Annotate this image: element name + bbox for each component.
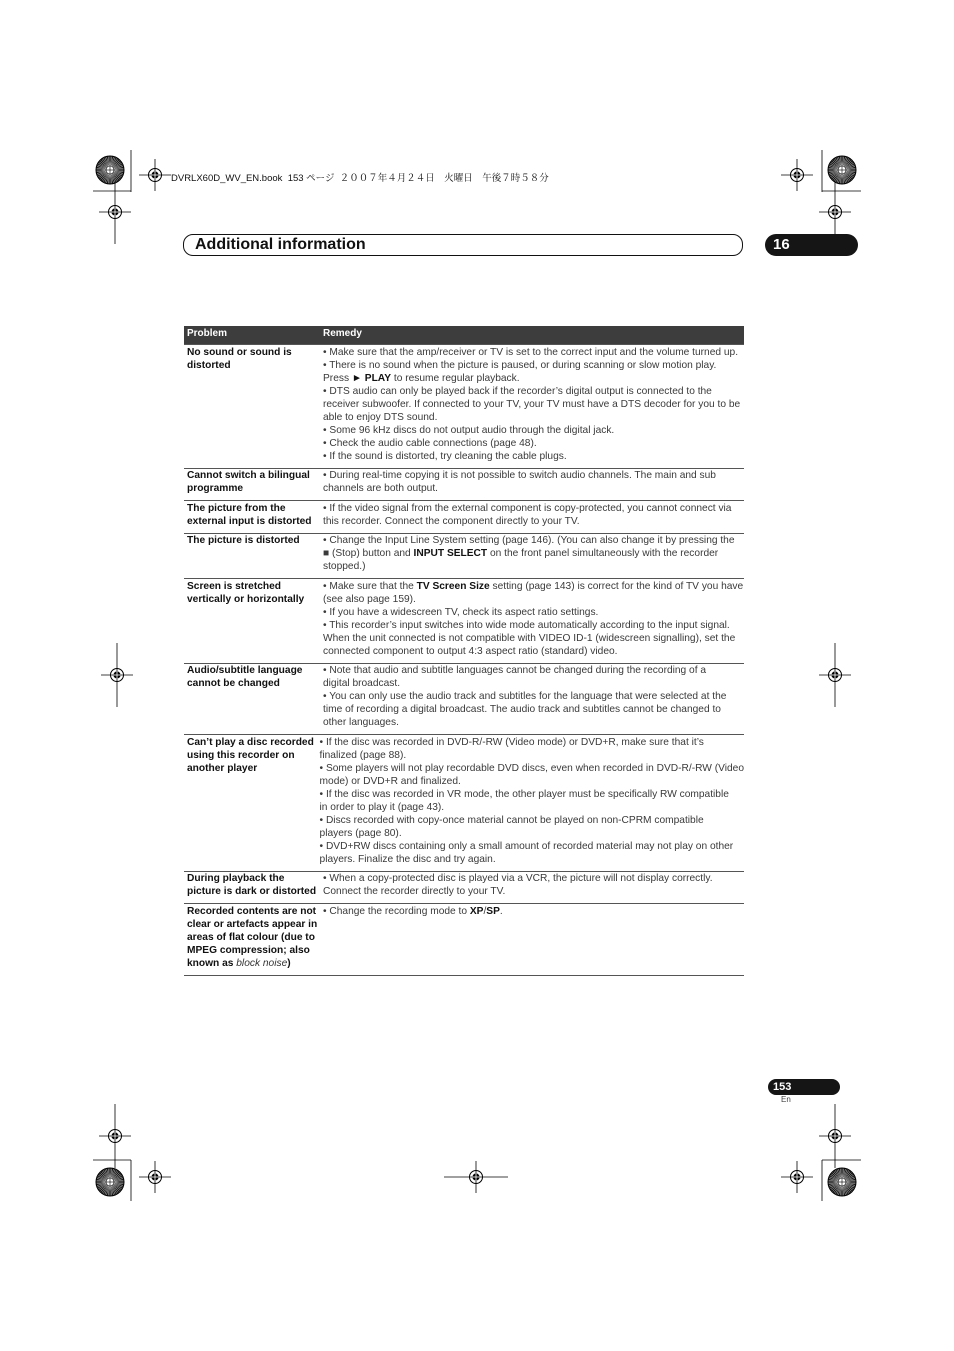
emphasis-text: TV Screen Size — [416, 580, 490, 592]
table-row — [184, 871, 744, 904]
problem-line: Recorded contents are not — [187, 905, 317, 917]
remedy-line: in order to play it (page 43). — [319, 801, 445, 813]
page-number: 153 — [773, 1081, 792, 1093]
remedy-cell — [320, 534, 744, 573]
problem-line: cannot be changed — [187, 678, 280, 689]
text-segment: on the front panel simultaneously with the recorder — [487, 548, 719, 559]
problem-cell — [184, 534, 320, 573]
remedy-cell — [320, 469, 744, 495]
remedy-line: • Discs recorded with copy-once material cannot be played on non-CPRM compatible — [319, 814, 704, 826]
text-segment: known as — [187, 957, 237, 969]
remedy-line: • If the disc was recorded in VR mode, the other player must be specifically RW compatible — [319, 788, 729, 800]
remedy-line: • This recorder’s input switches into wide mode automatically according to the input signal. — [323, 619, 730, 631]
remedy-line: • Some players will not play recordable DVD discs, even when recorded in DVD-R/-RW (Video — [319, 762, 744, 774]
remedy-line: other languages. — [323, 717, 399, 728]
remedy-line: finalized (page 88). — [319, 749, 407, 761]
remedy-cell — [320, 905, 744, 970]
remedy-line: • During real-time copying it is not possible to switch audio channels. The main and sub — [323, 470, 716, 481]
remedy-line: digital broadcast. — [323, 678, 401, 689]
problem-cell — [184, 905, 320, 970]
problem-line: picture is dark or distorted — [187, 886, 317, 897]
remedy-cell — [320, 502, 744, 528]
remedy-line — [323, 580, 744, 593]
problem-line: The picture is distorted — [187, 535, 300, 546]
problem-line: vertically or horizontally — [187, 593, 305, 605]
remedy-cell — [317, 736, 744, 866]
remedy-cell — [320, 872, 744, 898]
registration-sunburst — [828, 1168, 856, 1196]
remedy-line: able to enjoy DTS sound. — [323, 411, 438, 423]
table-row — [184, 500, 744, 533]
registration-mark — [139, 159, 171, 191]
text-segment: • Make sure that the — [323, 580, 417, 592]
text-segment: setting (page 143) is correct for the kind of TV you have — [489, 580, 744, 592]
remedy-line: • Check the audio cable connections (page 48). — [323, 437, 537, 449]
remedy-line: connected component to output 4:3 aspect ratio (standard) video. — [323, 645, 618, 657]
remedy-line: • When a copy-protected disc is played via a VCR, the picture will not display correctly. — [323, 873, 713, 884]
emphasis-text: ► PLAY — [351, 372, 392, 384]
remedy-line: stopped.) — [323, 561, 366, 572]
remedy-line: mode) or DVD+R and finalized. — [319, 775, 461, 787]
registration-mark — [139, 1161, 171, 1193]
remedy-line: channels are both output. — [323, 483, 438, 494]
remedy-line: players (page 80). — [319, 827, 402, 839]
section-title-bar — [183, 234, 743, 256]
remedy-line: players. Finalize the disc and try again. — [319, 853, 496, 865]
remedy-line: • You can only use the audio track and subtitles for the language that were selected at the — [323, 691, 727, 702]
problem-cell — [184, 469, 320, 495]
table-body — [184, 344, 744, 976]
remedy-line: • DTS audio can only be played back if the recorder’s digital output is connected to the — [323, 385, 712, 397]
problem-line: Can’t play a disc recorded — [187, 736, 314, 748]
remedy-cell — [320, 664, 744, 729]
problem-cell — [184, 580, 320, 658]
registration-mark — [819, 1104, 851, 1168]
registration-mark — [99, 1104, 131, 1168]
problem-line: MPEG compression; also — [187, 944, 310, 956]
remedy-line: • Note that audio and subtitle languages cannot be changed during the recording of a — [323, 665, 707, 676]
problem-line: programme — [187, 483, 244, 494]
problem-cell — [184, 664, 320, 729]
remedy-line: • DVD+RW discs containing only a small amount of recorded material may not play on other — [319, 840, 734, 852]
file-slug: DVRLX60D_WV_EN.book 153 ページ ２００７年４月２４日 火曜日 午後７時５８分 — [171, 173, 549, 184]
registration-mark — [819, 643, 851, 707]
text-segment: . — [499, 905, 503, 917]
registration-mark — [101, 643, 133, 707]
remedy-line: receiver subwoofer. If connected to your TV, your TV must have a DTS decoder for you to be — [323, 398, 741, 410]
table-row — [184, 903, 744, 976]
problem-line: clear or artefacts appear in — [187, 918, 318, 930]
table-row — [184, 533, 744, 579]
remedy-line: • If the disc was recorded in DVD-R/-RW (Video mode) or DVD+R, make sure that it’s — [319, 736, 704, 748]
registration-mark — [781, 159, 813, 191]
column-header-problem: Problem — [187, 328, 228, 339]
problem-cell — [184, 872, 320, 898]
problem-line: Audio/subtitle language — [187, 665, 303, 676]
registration-mark — [444, 1161, 508, 1193]
remedy-line: • Change the Input Line System setting (page 146). (You can also change it by pressing the — [323, 535, 735, 546]
text-segment: to resume regular playback. — [391, 372, 520, 384]
text-segment: Press — [323, 372, 352, 384]
table-row — [184, 734, 744, 871]
chapter-tab — [765, 234, 858, 256]
text-segment: ■ (Stop) button and — [323, 548, 414, 559]
problem-line: using this recorder on — [187, 749, 295, 761]
problem-line: another player — [187, 762, 258, 774]
remedy-line: • If the video signal from the external component is copy-protected, you cannot connect via — [323, 502, 732, 514]
registration-sunburst — [96, 156, 124, 184]
text-segment: ) — [287, 957, 291, 969]
emphasis-text: XP — [469, 905, 484, 917]
problem-cell — [184, 736, 317, 866]
remedy-line — [323, 905, 744, 918]
table-row — [184, 344, 744, 468]
remedy-cell — [320, 580, 744, 658]
remedy-line: time of recording a digital broadcast. The audio track and subtitles cannot be changed to — [323, 704, 721, 715]
remedy-line — [323, 547, 744, 560]
remedy-line: • If the sound is distorted, try cleaning the cable plugs. — [323, 450, 567, 462]
problem-line: external input is distorted — [187, 515, 312, 527]
section-title: Additional information — [195, 236, 366, 253]
remedy-line: Connect the recorder directly to your TV. — [323, 886, 506, 897]
registration-sunburst — [828, 156, 856, 184]
table-row — [184, 578, 744, 663]
problem-line — [187, 957, 320, 970]
remedy-line: (see also page 159). — [323, 593, 416, 605]
problem-cell — [184, 502, 320, 528]
column-header-remedy: Remedy — [323, 328, 362, 339]
problem-line: During playback the — [187, 873, 285, 884]
registration-mark — [99, 180, 131, 244]
remedy-cell — [320, 346, 744, 463]
table-row — [184, 663, 744, 735]
registration-sunburst — [96, 1168, 124, 1196]
text-segment: / — [483, 905, 487, 917]
remedy-line: • There is no sound when the picture is paused, or during scanning or slow motion play. — [323, 359, 717, 371]
emphasis-text: SP — [486, 905, 500, 917]
remedy-line: this recorder. Connect the component directly to your TV. — [323, 515, 580, 527]
remedy-line — [323, 372, 744, 385]
problem-line: Cannot switch a bilingual — [187, 470, 310, 481]
problem-line: No sound or sound is — [187, 346, 292, 358]
problem-cell — [184, 346, 320, 463]
remedy-line: • Some 96 kHz discs do not output audio through the digital jack. — [323, 424, 615, 436]
remedy-line: When the unit connected is not compatible with VIDEO ID-1 (widescreen signalling), set the — [323, 632, 736, 644]
registration-mark — [781, 1161, 813, 1193]
problem-line: Screen is stretched — [187, 580, 281, 592]
problem-line: The picture from the — [187, 502, 286, 514]
remedy-line: • If you have a widescreen TV, check its aspect ratio settings. — [323, 606, 599, 618]
emphasis-text: INPUT SELECT — [413, 548, 488, 559]
table-row — [184, 468, 744, 501]
page-number-tab — [768, 1079, 840, 1095]
troubleshooting-table — [184, 326, 744, 976]
problem-line: areas of flat colour (due to — [187, 931, 315, 943]
problem-line: distorted — [187, 359, 231, 371]
chapter-number: 16 — [773, 236, 790, 253]
table-header — [184, 326, 744, 344]
page-language: En — [781, 1095, 791, 1104]
remedy-line: • Make sure that the amp/receiver or TV is set to the correct input and the volume turned up. — [323, 346, 739, 358]
italic-text: block noise — [236, 957, 288, 969]
text-segment: • Change the recording mode to — [323, 905, 470, 917]
